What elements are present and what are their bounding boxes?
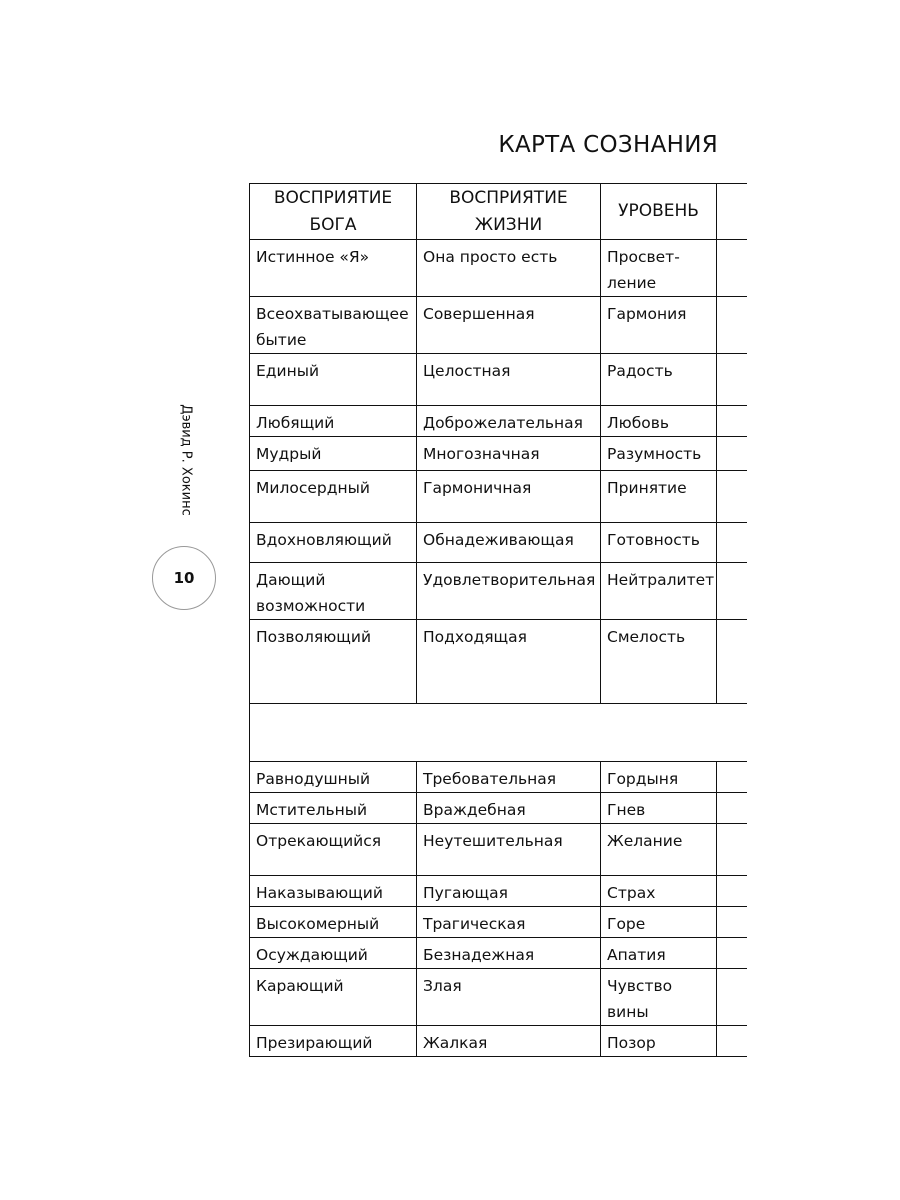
cell-god: Презирающий (250, 1026, 417, 1057)
cell-life: Трагическая (417, 907, 601, 938)
cell-life: Удовлетворительная (417, 563, 601, 620)
author-name: Дэвид Р. Хокинс (178, 404, 194, 516)
cell-extra (717, 523, 747, 563)
cell-life: Неутешительная (417, 824, 601, 876)
cell-life: Враждебная (417, 793, 601, 824)
cell-life: Доброжелательная (417, 406, 601, 437)
cell-life: Подходящая (417, 620, 601, 704)
cell-life: Целостная (417, 354, 601, 406)
cell-god: Дающий возможности (250, 563, 417, 620)
cell-extra (717, 406, 747, 437)
cell-god: Милосердный (250, 471, 417, 523)
cell-level: Гнев (601, 793, 717, 824)
cell-level: Гордыня (601, 762, 717, 793)
cell-extra (717, 437, 747, 471)
cell-life: Она просто есть (417, 240, 601, 297)
page-number-badge (152, 546, 216, 610)
cell-extra (717, 876, 747, 907)
table-row (250, 471, 747, 523)
cell-god: Равнодушный (250, 762, 417, 793)
table-row (250, 354, 747, 406)
cell-level: Нейтралитет (601, 563, 717, 620)
cell-god: Отрекающийся (250, 824, 417, 876)
cell-god: Высокомерный (250, 907, 417, 938)
cell-level: Разумность (601, 437, 717, 471)
cell-god: Любящий (250, 406, 417, 437)
cell-level: Апатия (601, 938, 717, 969)
cell-level: Смелость (601, 620, 717, 704)
cell-level: Страх (601, 876, 717, 907)
page-title: КАРТА СОЗНАНИЯ (498, 132, 718, 158)
cell-god: Карающий (250, 969, 417, 1026)
header-level: УРОВЕНЬ (601, 184, 717, 240)
cell-god: Осуждающий (250, 938, 417, 969)
table-row (250, 240, 747, 297)
cell-life: Требовательная (417, 762, 601, 793)
table-row (250, 938, 747, 969)
cell-god: Позволяющий (250, 620, 417, 704)
cell-extra (717, 938, 747, 969)
empty-gap-cell (250, 704, 747, 762)
cell-life: Совершенная (417, 297, 601, 354)
cell-god: Мудрый (250, 437, 417, 471)
cell-level: Чувство вины (601, 969, 717, 1026)
cell-extra (717, 1026, 747, 1057)
cell-extra (717, 620, 747, 704)
cell-god: Всеохватывающее бытие (250, 297, 417, 354)
table-row (250, 563, 747, 620)
cell-extra (717, 471, 747, 523)
consciousness-map-table (249, 183, 747, 1057)
cell-god: Вдохновляющий (250, 523, 417, 563)
header-extra-column (717, 184, 747, 240)
table-row (250, 762, 747, 793)
table-row (250, 406, 747, 437)
cell-extra (717, 793, 747, 824)
cell-level: Готовность (601, 523, 717, 563)
table-row (250, 297, 747, 354)
table-row (250, 969, 747, 1026)
table-row (250, 793, 747, 824)
cell-level: Любовь (601, 406, 717, 437)
cell-life: Безнадежная (417, 938, 601, 969)
table-row (250, 1026, 747, 1057)
page-number: 10 (173, 569, 195, 587)
cell-extra (717, 824, 747, 876)
table-row (250, 523, 747, 563)
cell-extra (717, 240, 747, 297)
cell-life: Жалкая (417, 1026, 601, 1057)
cell-extra (717, 563, 747, 620)
cell-life: Обнадеживающая (417, 523, 601, 563)
cell-life: Многозначная (417, 437, 601, 471)
cell-life: Злая (417, 969, 601, 1026)
cell-extra (717, 354, 747, 406)
cell-god: Наказывающий (250, 876, 417, 907)
cell-level: Просвет-ление (601, 240, 717, 297)
table-header-row (250, 184, 747, 240)
table-gap-row (250, 704, 747, 762)
cell-level: Желание (601, 824, 717, 876)
cell-level: Позор (601, 1026, 717, 1057)
cell-extra (717, 969, 747, 1026)
header-life-perception: ВОСПРИЯТИЕ ЖИЗНИ (417, 184, 601, 240)
cell-level: Принятие (601, 471, 717, 523)
cell-level: Радость (601, 354, 717, 406)
header-god-perception: ВОСПРИЯТИЕ БОГА (250, 184, 417, 240)
cell-life: Пугающая (417, 876, 601, 907)
cell-god: Мстительный (250, 793, 417, 824)
cell-level: Горе (601, 907, 717, 938)
cell-extra (717, 762, 747, 793)
table-row (250, 437, 747, 471)
cell-level: Гармония (601, 297, 717, 354)
table-row (250, 876, 747, 907)
table-row (250, 620, 747, 704)
cell-extra (717, 297, 747, 354)
cell-extra (717, 907, 747, 938)
cell-god: Единый (250, 354, 417, 406)
cell-god: Истинное «Я» (250, 240, 417, 297)
cell-life: Гармоничная (417, 471, 601, 523)
table-row (250, 824, 747, 876)
table-row (250, 907, 747, 938)
